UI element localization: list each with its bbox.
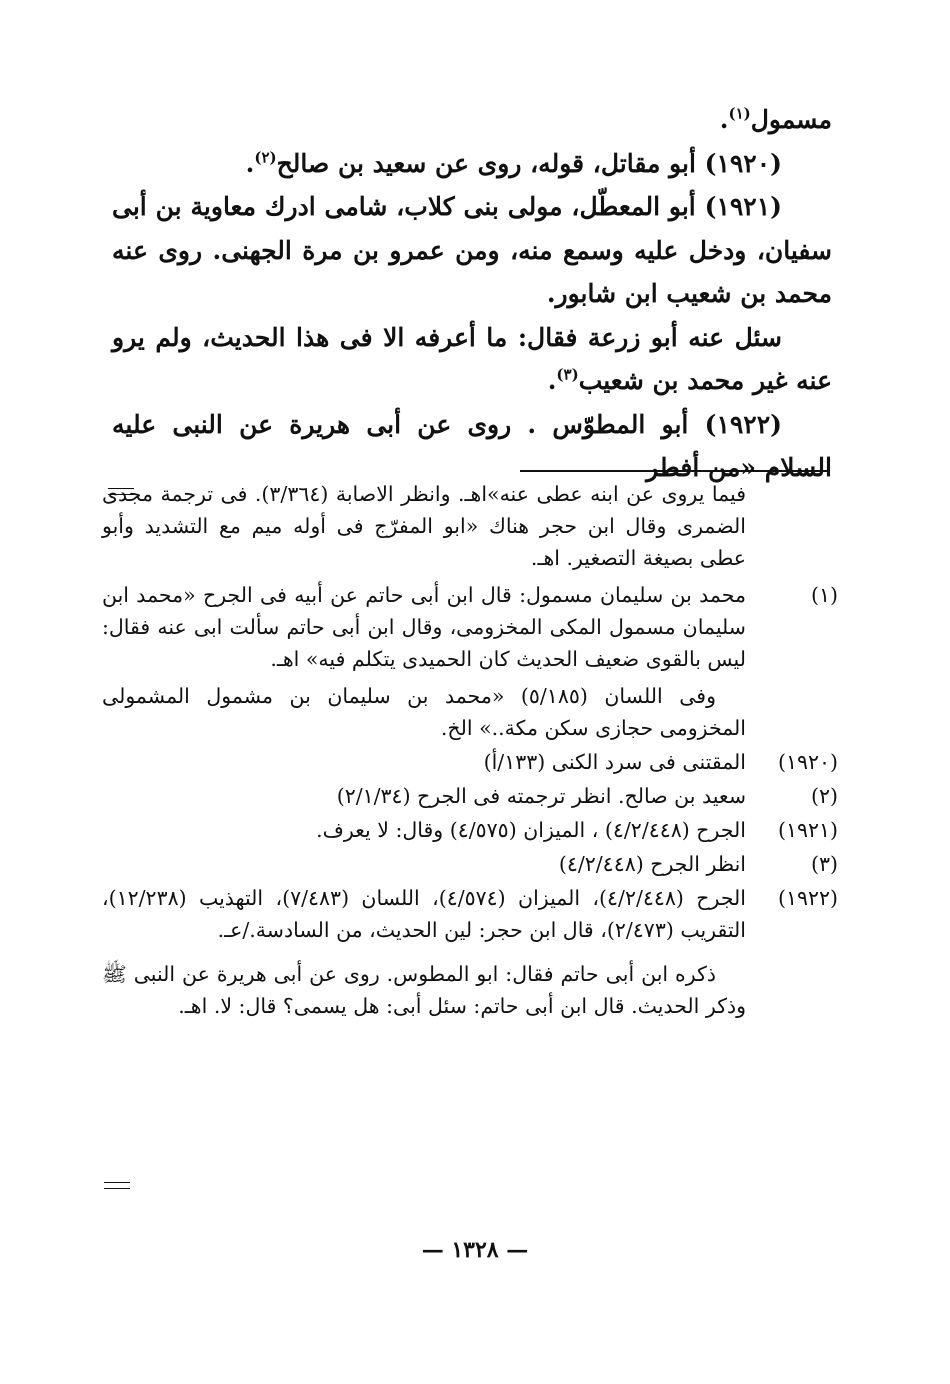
footnotes bbox=[102, 478, 838, 1022]
footnote-ref: (٢) bbox=[254, 148, 277, 167]
footnote-number: (٣) bbox=[810, 852, 838, 876]
footnote-number: (١٩٢١) bbox=[777, 818, 838, 842]
entry-1922: (١٩٢٢) أبو المطوّس . روى عن أبى هريرة عن النبى عليه السلام «من أفطر bbox=[112, 409, 832, 482]
hadith-quote-start: «من أفطر bbox=[646, 453, 757, 482]
footnote-1-continued: وفى اللسان (٥/١٨٥) «محمد بن سليمان بن مشمول المشمولى المخزومى حجازى سكن مكة..» الخ. bbox=[102, 684, 746, 740]
footnote-ref: (٣) bbox=[556, 365, 579, 384]
footnote-number: (٢) bbox=[810, 784, 838, 808]
main-text bbox=[112, 98, 832, 490]
footnote-ref: (١) bbox=[728, 104, 751, 123]
main-paragraph: مسمول$^{(١)}$. bbox=[719, 104, 832, 134]
footnote-number: (١٩٢٠) bbox=[777, 750, 838, 774]
footnote-2: (٢) سعيد بن صالح. انظر ترجمته فى الجرح (٢/١/٣٤) bbox=[102, 780, 838, 812]
footnote-number: (١٩٢٢) bbox=[777, 886, 838, 910]
footnote-3: (٣) انظر الجرح (٤/٢/٤٤٨) bbox=[102, 848, 838, 880]
continuation-mark bbox=[104, 1182, 130, 1189]
footnote-1920: (١٩٢٠) المقتنى فى سرد الكنى (١٣٣/أ) bbox=[102, 746, 838, 778]
footnote-number: (١) bbox=[810, 583, 838, 607]
entry-1921: (١٩٢١) أبو المعطّل، مولى بنى كلاب، شامى ادرك معاوية بن أبى سفيان، ودخل عليه وسمع منه، ومن عمرو بن مرة الجهنى. روى عنه محمد بن شعيب ابن شابور. bbox=[112, 192, 832, 308]
entry-1920: (١٩٢٠) أبو مقاتل، قوله، روى عن سعيد بن صالح$^{(٢)}$. bbox=[245, 148, 782, 178]
footnote-1922: (١٩٢٢) الجرح (٤/٢/٤٤٨)، الميزان (٤/٥٧٤)، اللسان (٧/٤٨٣)، التهذيب (١٢/٢٣٨)، التقريب (٢/٤٧٣)، قال ابن حجر: لين الحديث، من السادسة./عـ. bbox=[102, 882, 838, 946]
footnote-1922-continued: ذكره ابن أبى حاتم فقال: ابو المطوس. روى عن أبى هريرة عن النبى ﷺ وذكر الحديث. قال ابن أبى حاتم: سئل أبى: هل يسمى؟ قال: لا. اهـ. bbox=[102, 962, 746, 1018]
page-number: — ١٣٢٨ — bbox=[421, 1237, 529, 1263]
footnote-continuation: فيما يروى عن ابنه عطى عنه»اهـ. وانظر الاصابة (٣/٣٦٤). فى ترجمة مجدى الضمرى وقال ابن حجر هناك «ابو المفرّج فى أوله ميم مع التشديد وأبو عطى بصيغة التصغير. اهـ. bbox=[102, 482, 746, 570]
main-paragraph: سئل عنه أبو زرعة فقال: ما أعرفه الا فى هذا الحديث، ولم يرو عنه غير محمد بن شعيب$^{(٣)}$. bbox=[112, 322, 832, 395]
footnote-1: (١) محمد بن سليمان مسمول: قال ابن أبى حاتم عن أبيه فى الجرح «محمد ابن سليمان مسمول المكى المخزومى، وقال ابن أبى حاتم سألت ابى عنه فقال: ليس بالقوى ضعيف الحديث كان الحميدى يتكلم فيه» اهـ. bbox=[102, 579, 838, 675]
footnote-separator bbox=[520, 470, 830, 472]
footnote-1921: (١٩٢١) الجرح (٤/٢/٤٤٨) ، الميزان (٤/٥٧٥) وقال: لا يعرف. bbox=[102, 814, 838, 846]
